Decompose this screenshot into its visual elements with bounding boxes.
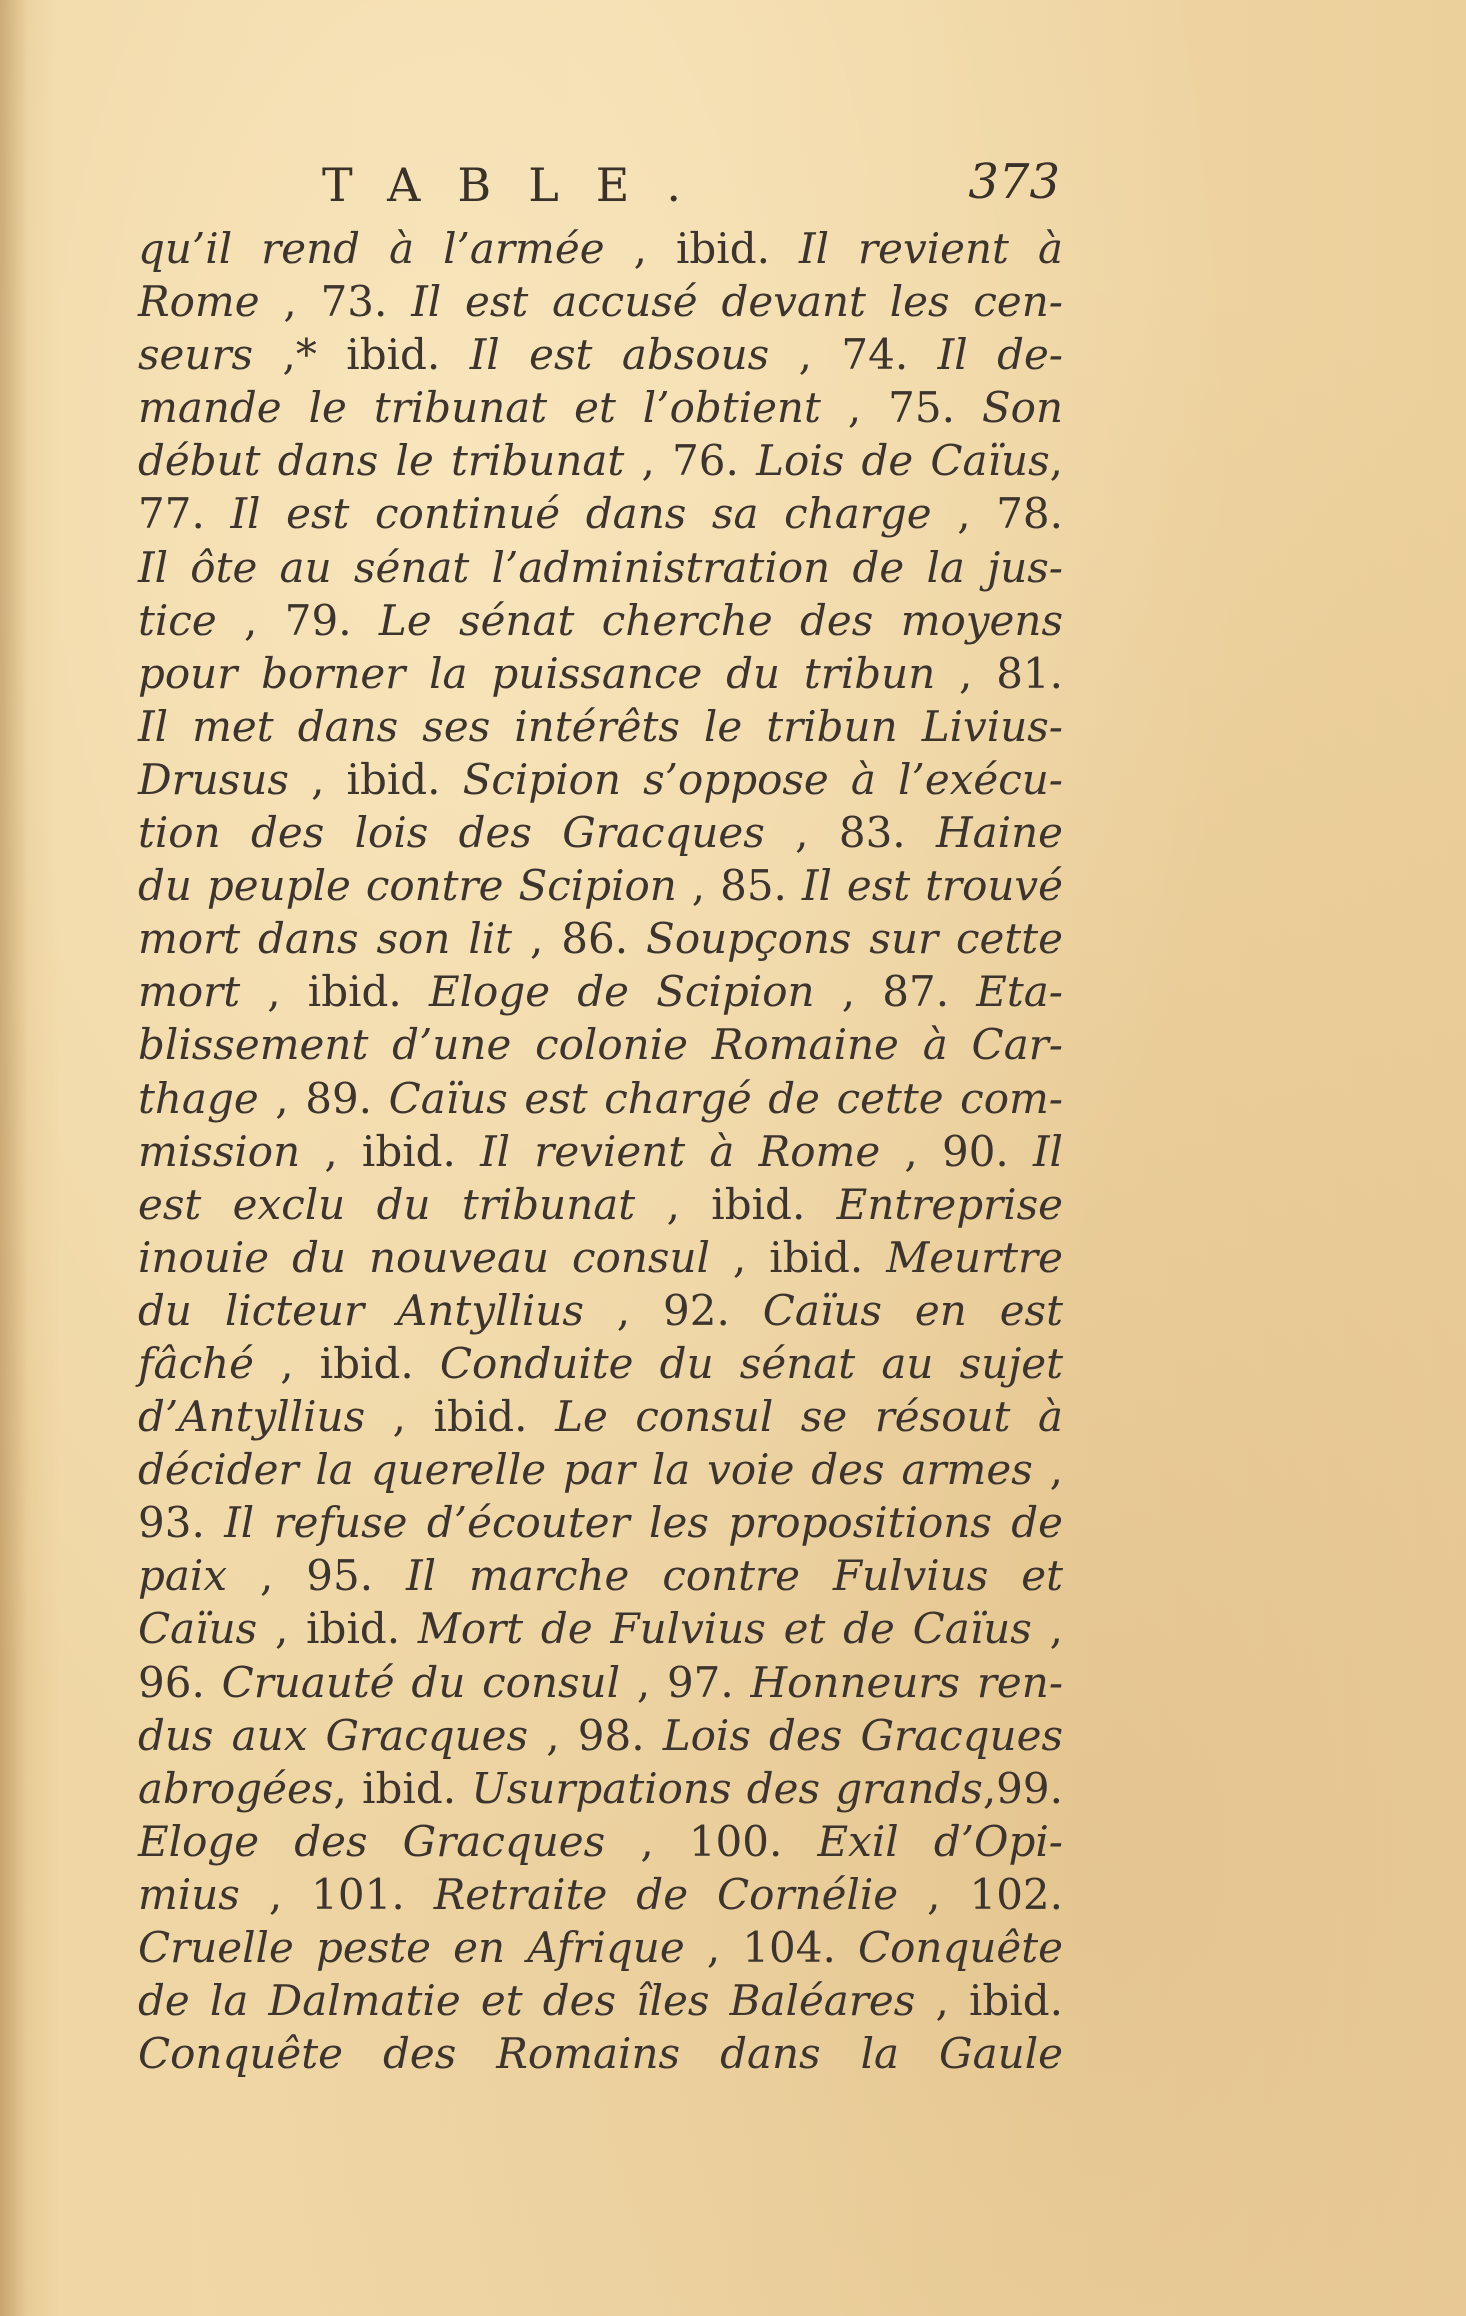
italic-text-run: Le sénat cherche des moyens bbox=[378, 595, 1063, 645]
italic-text-run: Il de- bbox=[937, 330, 1063, 380]
index-line bbox=[138, 1868, 1063, 1921]
italic-text-run: Drusus bbox=[138, 754, 289, 804]
roman-text-run: , 95. bbox=[227, 1551, 407, 1601]
italic-text-run: Eloge des Gracques bbox=[138, 1816, 606, 1866]
index-line bbox=[138, 1815, 1063, 1868]
italic-text-run: mission bbox=[138, 1126, 301, 1176]
italic-text-run: Eloge de Scipion bbox=[428, 967, 815, 1017]
index-line bbox=[138, 1602, 1063, 1655]
italic-text-run: Lois des Gracques bbox=[662, 1710, 1063, 1760]
italic-text-run: Conquête bbox=[858, 1923, 1063, 1972]
roman-text-run: , 78. bbox=[931, 489, 1063, 539]
index-line bbox=[138, 1974, 1063, 2027]
roman-text-run: 93. bbox=[138, 1498, 225, 1548]
italic-text-run: Il est accusé devant les cen- bbox=[411, 277, 1063, 327]
roman-text-run: , 92. bbox=[583, 1285, 763, 1335]
italic-text-run: mande le tribunat et l’obtient bbox=[138, 383, 821, 433]
index-line bbox=[138, 2027, 1063, 2080]
italic-text-run: début dans le tribunat bbox=[138, 436, 625, 486]
roman-text-run: , bbox=[1031, 1604, 1064, 1654]
roman-text-run: , 83. bbox=[764, 808, 936, 858]
roman-text-run: , 85. bbox=[676, 861, 802, 911]
italic-text-run: blissement d’une colonie Romaine à Car- bbox=[138, 1020, 1063, 1070]
roman-text-run: , bbox=[1032, 1445, 1063, 1495]
index-line bbox=[138, 965, 1063, 1018]
italic-text-run: Eta- bbox=[976, 967, 1063, 1017]
italic-text-run: d’Antyllius bbox=[138, 1392, 366, 1442]
italic-text-run: fâché bbox=[138, 1338, 255, 1388]
roman-text-run: , ibid. bbox=[333, 1763, 472, 1813]
index-line bbox=[138, 1709, 1063, 1762]
index-line bbox=[138, 1496, 1063, 1549]
index-line bbox=[138, 1072, 1063, 1125]
italic-text-run: pour borner la puissance du tribun bbox=[138, 648, 936, 698]
italic-text-run: thage bbox=[138, 1073, 259, 1123]
roman-text-run: , ibid. bbox=[254, 1338, 440, 1388]
italic-text-run: Il bbox=[1032, 1126, 1063, 1176]
italic-text-run: seurs bbox=[138, 330, 254, 380]
index-line bbox=[138, 487, 1063, 540]
italic-text-run: Caïus en est bbox=[762, 1285, 1063, 1335]
roman-text-run: , bbox=[1049, 436, 1063, 486]
index-line bbox=[138, 1125, 1063, 1178]
index-line bbox=[138, 1018, 1063, 1071]
index-line bbox=[138, 541, 1063, 594]
roman-text-run: , 89. bbox=[258, 1073, 389, 1123]
italic-text-run: Il est trouvé bbox=[801, 861, 1063, 911]
index-line bbox=[138, 806, 1063, 859]
index-line bbox=[138, 700, 1063, 753]
italic-text-run: décider la querelle par la voie des armes bbox=[138, 1445, 1033, 1495]
italic-text-run: Cruelle peste en Afrique bbox=[138, 1923, 685, 1972]
italic-text-run: qu’il rend à l’armée bbox=[138, 224, 605, 273]
roman-text-run: , 90. bbox=[880, 1126, 1033, 1176]
index-line bbox=[138, 1921, 1063, 1974]
index-line bbox=[138, 328, 1063, 381]
italic-text-run: paix bbox=[138, 1551, 228, 1601]
roman-text-run: 96. bbox=[138, 1657, 222, 1707]
roman-text-run: , ibid. bbox=[257, 1604, 418, 1654]
italic-text-run: dus aux Gracques bbox=[138, 1710, 529, 1760]
roman-text-run: , ibid. bbox=[709, 1232, 887, 1282]
roman-text-run: , 73. bbox=[259, 277, 412, 327]
index-line bbox=[138, 222, 1063, 275]
index-line bbox=[138, 1337, 1063, 1390]
italic-text-run: Conduite du sénat au sujet bbox=[439, 1338, 1063, 1388]
roman-text-run: , ibid. bbox=[365, 1392, 556, 1442]
roman-text-run: , 102. bbox=[898, 1869, 1063, 1919]
roman-text-run: , 74. bbox=[769, 330, 938, 380]
running-head bbox=[150, 150, 1070, 220]
italic-text-run: Mort de Fulvius et de Caïus bbox=[417, 1604, 1032, 1654]
index-line bbox=[138, 859, 1063, 912]
italic-text-run: mort dans son lit bbox=[138, 914, 513, 964]
index-line bbox=[138, 912, 1063, 965]
italic-text-run: tice bbox=[138, 595, 217, 645]
roman-text-run: ,99. bbox=[982, 1763, 1063, 1813]
page-gutter-shadow bbox=[0, 0, 28, 2316]
italic-text-run: du peuple contre Scipion bbox=[138, 861, 677, 911]
page-number: 373 bbox=[968, 154, 1060, 210]
index-line bbox=[138, 434, 1063, 487]
italic-text-run: Haine bbox=[935, 808, 1063, 858]
running-head-title: TABLE. bbox=[322, 158, 718, 212]
italic-text-run: est exclu du tribunat bbox=[138, 1179, 636, 1229]
index-line bbox=[138, 381, 1063, 434]
roman-text-run: , ibid. bbox=[288, 754, 463, 804]
index-line bbox=[138, 1443, 1063, 1496]
italic-text-run: Entreprise bbox=[836, 1179, 1063, 1229]
roman-text-run: , 86. bbox=[512, 914, 647, 964]
index-line bbox=[138, 1231, 1063, 1284]
roman-text-run: , 76. bbox=[624, 436, 757, 486]
index-line bbox=[138, 275, 1063, 328]
italic-text-run: Caïus est chargé de cette com- bbox=[388, 1073, 1063, 1123]
roman-text-run: , 75. bbox=[820, 383, 982, 433]
italic-text-run: Il revient à bbox=[799, 224, 1063, 273]
roman-text-run: , ibid. bbox=[915, 1976, 1063, 2026]
index-line bbox=[138, 647, 1063, 700]
roman-text-run: , 79. bbox=[216, 595, 379, 645]
italic-text-run: Il met dans ses intérêts le tribun Livius- bbox=[138, 701, 1063, 751]
italic-text-run: mius bbox=[138, 1869, 240, 1919]
italic-text-run: Son bbox=[981, 383, 1063, 433]
roman-text-run: ,* ibid. bbox=[253, 330, 470, 380]
index-line bbox=[138, 1390, 1063, 1443]
italic-text-run: Lois de Caïus bbox=[756, 436, 1050, 486]
italic-text-run: Le consul se résout à bbox=[555, 1392, 1064, 1442]
roman-text-run: , 101. bbox=[239, 1869, 434, 1919]
italic-text-run: Rome bbox=[138, 277, 260, 327]
italic-text-run: de la Dalmatie et des îles Baléares bbox=[138, 1976, 916, 2026]
roman-text-run: , ibid. bbox=[240, 967, 429, 1017]
italic-text-run: Retraite de Cornélie bbox=[433, 1869, 899, 1919]
italic-text-run: Il revient à Rome bbox=[480, 1126, 881, 1176]
italic-text-run: inouie du nouveau consul bbox=[138, 1232, 710, 1282]
italic-text-run: Il ôte au sénat l’administration de la jus- bbox=[138, 542, 1063, 592]
italic-text-run: Usurpations des grands bbox=[471, 1763, 983, 1813]
italic-text-run: Scipion s’oppose à l’exécu- bbox=[462, 754, 1063, 804]
italic-text-run: Conquête des Romains dans la Gaule bbox=[138, 2029, 1063, 2079]
roman-text-run: , 104. bbox=[684, 1923, 858, 1972]
italic-text-run: Meurtre bbox=[886, 1232, 1063, 1282]
index-line bbox=[138, 1178, 1063, 1231]
roman-text-run: , 100. bbox=[605, 1816, 818, 1866]
italic-text-run: Il est absous bbox=[469, 330, 770, 380]
index-line bbox=[138, 1762, 1063, 1815]
italic-text-run: tion des lois des Gracques bbox=[138, 808, 765, 858]
roman-text-run: , 87. bbox=[814, 967, 977, 1017]
roman-text-run: 77. bbox=[138, 489, 231, 539]
roman-text-run: , ibid. bbox=[635, 1179, 837, 1229]
italic-text-run: Il refuse d’écouter les propositions de bbox=[224, 1498, 1063, 1548]
index-line bbox=[138, 594, 1063, 647]
index-entries bbox=[138, 222, 1063, 2080]
index-line bbox=[138, 1656, 1063, 1709]
italic-text-run: Il est continué dans sa charge bbox=[230, 489, 932, 539]
roman-text-run: , 81. bbox=[935, 648, 1063, 698]
index-line bbox=[138, 1549, 1063, 1602]
italic-text-run: Cruauté du consul bbox=[221, 1657, 621, 1707]
roman-text-run: , 97. bbox=[620, 1657, 751, 1707]
index-line bbox=[138, 753, 1063, 806]
italic-text-run: Honneurs ren- bbox=[750, 1657, 1064, 1707]
italic-text-run: mort bbox=[138, 967, 241, 1017]
italic-text-run: abrogées bbox=[138, 1763, 334, 1813]
italic-text-run: Caïus bbox=[138, 1604, 258, 1654]
italic-text-run: du licteur Antyllius bbox=[138, 1285, 584, 1335]
italic-text-run: Exil d’Opi- bbox=[817, 1816, 1064, 1866]
italic-text-run: Soupçons sur cette bbox=[646, 914, 1064, 964]
italic-text-run: Il marche contre Fulvius et bbox=[406, 1551, 1063, 1601]
roman-text-run: , ibid. bbox=[300, 1126, 481, 1176]
index-line bbox=[138, 1284, 1063, 1337]
roman-text-run: , ibid. bbox=[604, 224, 799, 273]
roman-text-run: , 98. bbox=[528, 1710, 663, 1760]
